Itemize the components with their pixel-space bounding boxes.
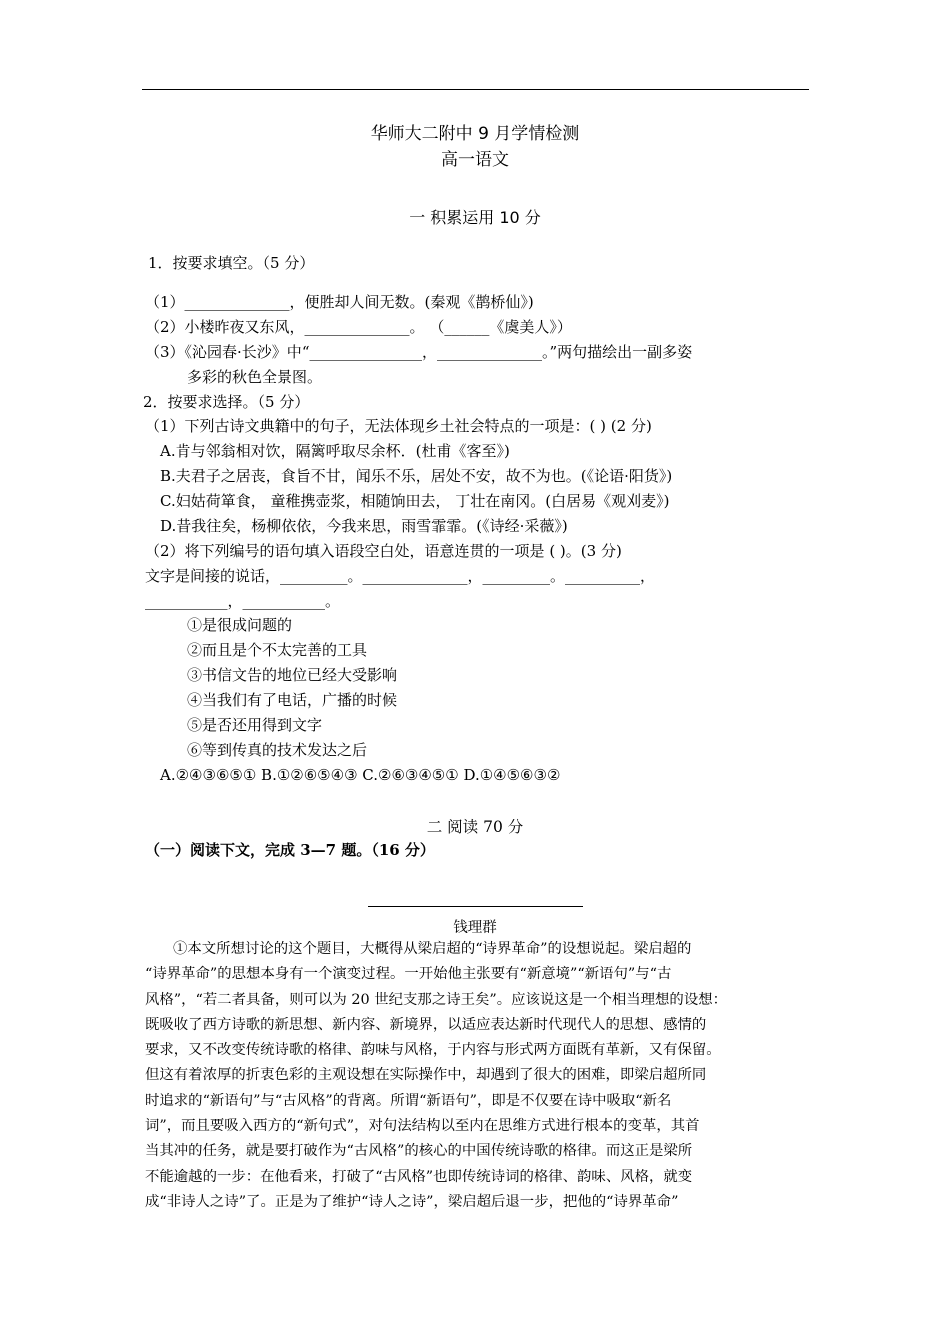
reading-part-1-title: （一）阅读下文，完成 3—7 题。（16 分） — [145, 841, 435, 859]
paragraph-line: 词”，而且要吸入西方的“新句式”，对句法结构以至内在思维方式进行根本的变革，其首 — [145, 1118, 700, 1135]
paragraph-line: ①本文所想讨论的这个题目，大概得从梁启超的“诗界革命”的设想说起。梁启超的 — [173, 941, 692, 957]
paragraph-line: 要求，又不改变传统诗歌的格律、韵味与风格，于内容与形式两方面既有革新，又有保留。 — [145, 1042, 721, 1059]
q2-sub2-sentence-5: ⑤是否还用得到文字 — [187, 716, 323, 734]
q2-sub2-prompt: （2）将下列编号的语句填入语段空白处，语意连贯的一项是 ( )。(3 分) — [145, 542, 622, 560]
section-1-heading: 一 积累运用 10 分 — [409, 208, 541, 227]
exam-subtitle: 高一语文 — [441, 150, 509, 170]
q2-sub1-option-d: D.昔我往矣，杨柳依依，今我来思，雨雪霏霏。(《诗经·采薇》) — [160, 517, 568, 535]
q2-sub1-option-a: A.肯与邻翁相对饮，隔篱呼取尽余杯．(杜甫《客至》) — [160, 442, 510, 460]
q2-title: 2．按要求选择。（5 分） — [143, 393, 310, 411]
paragraph-line: 风格”，“若二者具备，则可以为 20 世纪支那之诗王矣”。应该说这是一个相当理想的设想： — [145, 991, 727, 1008]
exam-title: 华师大二附中 9 月学情检测 — [370, 124, 580, 144]
article-paragraph — [145, 937, 815, 1215]
q1-item-3: （3）《沁园春·长沙》中“_______________，______________。”两句描绘出一副多姿 — [145, 343, 693, 361]
paragraph-line: “诗界革命”的思想本身有一个演变过程。一开始他主张要有“新意境”“新语句”与“古 — [145, 966, 672, 983]
q2-sub2-sentence-1: ①是很成问题的 — [187, 616, 293, 634]
paragraph-line: 不能逾越的一步：在他看来，打破了“古风格”也即传统诗词的格律、韵味、风格，就变 — [145, 1168, 693, 1185]
q2-sub1-option-b: B.夫君子之居丧，食旨不甘，闻乐不乐，居处不安，故不为也。(《论语·阳货》) — [160, 467, 673, 485]
top-rule — [142, 89, 809, 90]
q2-sub2-sentence-4: ④当我们有了电话，广播的时候 — [187, 691, 398, 709]
article-title-rule — [368, 906, 583, 907]
q1-item-1: （1）______________，便胜却人间无数。(秦观《鹊桥仙》) — [145, 293, 534, 311]
paragraph-line: 既吸收了西方诗歌的新思想、新内容、新境界，以适应表达新时代现代人的思想、感情的 — [145, 1016, 707, 1033]
paragraph-line: 时追求的“新语句”与“古风格”的背离。所谓“新语句”，即是不仅要在诗中吸取“新名 — [145, 1092, 672, 1109]
paragraph-line: 成“非诗人之诗”了。正是为了维护“诗人之诗”，梁启超后退一步，把他的“诗界革命” — [145, 1193, 679, 1210]
paragraph-line: 当其冲的任务，就是要打破作为“古风格”的核心的中国传统诗歌的格律。而这正是梁所 — [145, 1143, 693, 1160]
article-author: 钱理群 — [453, 920, 497, 936]
q2-sub2-sentence-2: ②而且是个不太完善的工具 — [187, 641, 368, 659]
q1-item-2: （2）小楼昨夜又东风，______________。 （______《虞美人》） — [145, 318, 572, 336]
q2-sub2-sentence-6: ⑥等到传真的技术发达之后 — [187, 741, 368, 759]
paragraph-line: 但这有着浓厚的折衷色彩的主观设想在实际操作中，却遇到了很大的困难，即梁启超所同 — [145, 1067, 707, 1084]
q2-sub2-sentence-3: ③书信文告的地位已经大受影响 — [187, 666, 398, 684]
q1-title: 1．按要求填空。（5 分） — [148, 254, 315, 272]
q2-sub2-passage-line-1: 文字是间接的说话，_________。______________，_________。__________， — [145, 567, 656, 585]
q2-sub1-prompt: （1）下列古诗文典籍中的句子，无法体现乡土社会特点的一项是：( ) (2 分) — [145, 417, 652, 435]
q2-sub1-option-c: C.妇姑荷箪食， 童稚携壶浆，相随饷田去， 丁壮在南冈。(白居易《观刈麦》) — [160, 492, 670, 510]
section-2-heading: 二 阅读 70 分 — [426, 818, 524, 836]
q2-sub2-passage-line-2: ___________，___________。 — [145, 592, 341, 610]
q2-sub2-choices: A.②④③⑥⑤① B.①②⑥⑤④③ C.②⑥③④⑤① D.①④⑤⑥③② — [160, 766, 561, 784]
q1-item-3-cont: 多彩的秋色全景图。 — [187, 368, 323, 386]
